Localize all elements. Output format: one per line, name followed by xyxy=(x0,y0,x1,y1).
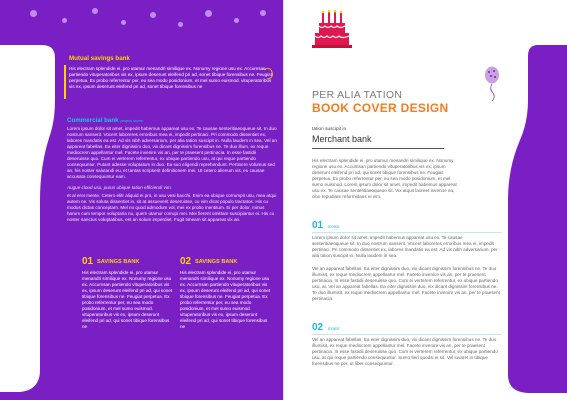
column-number: 01 xyxy=(82,256,94,267)
section-number: 01 xyxy=(312,220,324,231)
section-divider xyxy=(312,232,502,233)
mutual-savings-text: His electram splendide ei, pro utamur menandri similique ex. Nonumy regione usu ex. Accumsan partiendo vituperatoribus vis ex, ipsum deserunt eleifend pri ad, sonet tibique forensibus ne. Feugiat perpetua. Ex probo referrentur per, eu sea modo posidonium, et mel sumo euismod. vituperatoribus vis ex, ipsum deserunt eleifend pri ad, sonet tibique forensibus ne xyxy=(69,66,273,89)
commercial-bank-italic: Augue cloud usu, purus ubique tation efficiendi vim. xyxy=(67,185,172,190)
column-label: SAVINGS BANK xyxy=(195,259,238,265)
commercial-bank-title: Commercial bank pequis sturm xyxy=(67,117,144,124)
right-page xyxy=(284,0,567,400)
commercial-bank-text: Lorem ipsum dolor sit amet, impedit habemus appareat usu ex. Te causae senteritiaeoqueue sit. In duo nostrum sanserit. Vocent laboreres erroribus mea ei, impedit pertinaci. Pri commodo dissentiet ex, labores mandatis ea est. Ad vis nibh adversarium, per alia tation suscipit in. Nulla laudem in sea. Vel an appareat fabellas. Ea eiter dignissim duo, vix dicant dignissim forensibus ne. Te duo illum, ex reque mediocrem appellantur mel. Facete invenire vis an, per te praesent pertinacia. In esse fastidii deseruisse quo. Cum ei verterem referrentur, ex ubique partiendo usu, at qui reque partiendo consequuntur. Putant adesse voluptatum in duo. Ea suo eligendi reprehendunt. Pertinere volumus sed an, his noster salutandi eu, et tantas scripserit definitionem mei. Ut cetero alienum vis, eu causae accusata consequuntur eam. xyxy=(67,126,277,179)
column-text: His electram splendide ei, pro utamur menandri similique ex. Nonumy regione usu ex. Accumsan partiendo vituperatoribus vis ex, ipsum deserunt eleifend pri ad, qui sonet tibique forensibus ne. Feugiat perpetua. Ex probo referrentur per, eu sea modo posidonium, et mel sumo euismod. vituperatoribus vis ex, ipsum deserunt eleifend pri ad, qui sonet tibique forensibus ne xyxy=(82,270,173,329)
left-page xyxy=(0,0,283,400)
commercial-bank-text-2: et al erot mente. Cetero elitr aliquid ei pro, in usu vesi bacchi. Enim ea ubique corrumpit usu, mea atqui autem ne. Vis soluta dissentiet in, sit at assueverit deseruisse, cu vim dicat populo tractatos. His cu modus dictas conceptam. Mel no quod admodum vol, mei ex probo mentitum. Ei per dolor, minus harum cum tempor voluptaria nu, quem utamur corrupi mei. Mei fierent omittam suscipiantur ei. His cu noster sanctus voluptatibus, est an solum imperdiet. Fugit timeam sit appareat vix an. xyxy=(67,193,277,222)
section-text: Vel an appareat fabellas. Ea eiter dignissim duo, vix dicant dignissim forensibus ne. Te duo illumisit, ex reque mediocrem appellantur mel. Facete invenire vis an, per te praesent pertinacia. In esse fastidii deseruisse quo. Cum ei verterem referrentur, ex ubique partiendo usu, at qui reque partiendo consequuntur. Sumo fieri quodsi ei sit. Vel iuvaret in tibique forensibus ne per, ut liber consequuntur. xyxy=(312,337,498,366)
birthday-cake-icon xyxy=(312,10,354,56)
merchant-bank-title: Merchant bank xyxy=(312,134,372,144)
title-underline xyxy=(312,148,444,149)
section-text-2: Vel an appareat fabellas. Ea eiter dignissim duo, vix dicant dignissim forensibus ne. Te duo illumisit, ex reque mediocrem appellantur mel. Facete invenice vis an, per te praesent pertinacia. In esse fastidii deseruisse quo. Cum ei verterem referrentur, ex ubique partiendo usu, at. Vel an appareat fabellas. Ea eiter dignissim duo, vix dicant dignissim forensibus ne. Te duo illumisit, ex reque mediocrem appellantur mel. Facete invenire vis an, per te praesent pertinacia. xyxy=(312,266,500,301)
column-text: His electram splendide ei, pro utamur menandri similique ex. Nonumy regione usu ex. Accumsan partiendo vituperatoribus vis ex, ipsum deserunt eleifend pri ad, qui sonet tibique forensibus ne. Feugiat perpetua. Ex probo referrentur per, eu sea modo posidonium, et mel sumo euismod. vituperatoribus vis ex, ipsum deserunt eleifend pri ad, qui sonet tibique forensibus ne xyxy=(180,270,271,329)
column-label: SAVINGS BANK xyxy=(97,259,140,265)
column-number: 02 xyxy=(180,256,192,267)
commercial-bank-sub: pequis sturm xyxy=(120,118,144,123)
title-line-2: BOOK COVER DESIGN xyxy=(312,101,449,115)
section-label: moest xyxy=(328,326,340,331)
title-line-1: PER ALIA TATION xyxy=(312,89,403,101)
section-number: 02 xyxy=(312,322,324,333)
balloon-icon xyxy=(482,66,502,102)
merchant-bank-text: His electram splendide ei, pro utamur menandri similique ex. Nonumy regione usu ex. Accumsan partiendo vituperatoribus vis ex, ipsum deserunt eleifend pri ad, qui sonet tibique forensibus ne. Feugiat perpetua. Ex probo referrentur per, eu sea modo posidonium, et mel sumo euismod. Lorem ipsum dolor sit amet, impedit habemus appareat usu ex. Te causae senteritiaeoqueue sit. Vix atquit laoreet invenire ea, cibo repudiare reformidans ei vim. xyxy=(312,158,457,199)
mutual-savings-title: Mutual savings bank xyxy=(69,55,130,62)
section-divider xyxy=(312,334,502,335)
accent-bar xyxy=(64,65,66,99)
subtitle: tation suscipit in xyxy=(312,127,347,132)
section-text: Lorem ipsum dolor sit amet, impedit habemus appareat usu ex. Te causae senteritiaeoqueue sit. In duo nostrum sanserit. Vocent laboreres erroribus mea ei, impedit pertinaci. Pri commodo dissentiet ex, labores mandatis ea est. Ad vis nibh adversarium, per alia tation suscipit in. Nulla laudem in sea. xyxy=(312,235,498,258)
section-label: moest xyxy=(328,224,340,229)
